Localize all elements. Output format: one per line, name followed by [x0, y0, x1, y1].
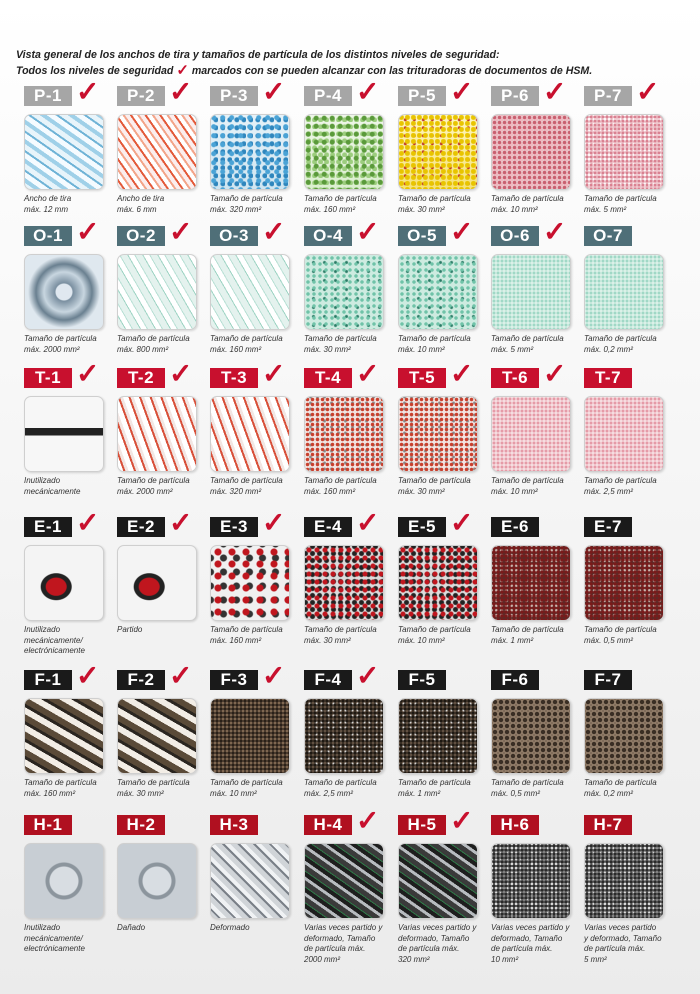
level-caption: Varias veces partido y deformado, Tamaño de partícula máx. 2000 mm²: [304, 923, 383, 964]
checkmark-icon: ✓: [356, 805, 380, 836]
level-badge: H-1: [24, 815, 72, 835]
shred-sample-image: [491, 114, 571, 190]
level-badge: F-1: [24, 670, 72, 690]
level-badge: H-4: [304, 815, 352, 835]
level-caption: Tamaño de partícula máx. 10 mm²: [491, 476, 564, 496]
shred-sample-image: [210, 114, 290, 190]
checkmark-icon: ✓: [636, 76, 660, 107]
level-badge: E-4: [304, 517, 352, 537]
level-caption: Tamaño de partícula máx. 0,5 mm²: [584, 625, 657, 645]
shred-sample-image: [584, 114, 664, 190]
shred-sample-image: [491, 254, 571, 330]
checkmark-icon: ✓: [450, 216, 474, 247]
shred-sample-image: [210, 698, 290, 774]
level-caption: Tamaño de partícula máx. 10 mm²: [210, 778, 283, 798]
level-caption: Tamaño de partícula máx. 2000 mm²: [117, 476, 190, 496]
level-caption: Tamaño de partícula máx. 320 mm²: [210, 476, 283, 496]
level-caption: Dañado: [117, 923, 146, 932]
level-caption: Varias veces partido y deformado, Tamaño de partícula máx. 320 mm²: [398, 923, 477, 964]
level-caption: Tamaño de partícula máx. 160 mm²: [210, 625, 283, 645]
shred-sample-image: [584, 254, 664, 330]
shred-sample-image: [24, 254, 104, 330]
shred-sample-image: [584, 698, 664, 774]
level-badge: F-5: [398, 670, 446, 690]
level-badge: O-5: [398, 226, 446, 246]
level-caption: Tamaño de partícula máx. 1 mm²: [398, 778, 471, 798]
level-caption: Tamaño de partícula máx. 10 mm²: [398, 334, 471, 354]
checkmark-icon: ✓: [169, 76, 193, 107]
shred-sample-image: [398, 843, 478, 919]
shred-sample-image: [117, 698, 197, 774]
shred-sample-image: [398, 254, 478, 330]
shred-sample-image: [24, 114, 104, 190]
shred-sample-image: [117, 545, 197, 621]
level-badge: H-2: [117, 815, 165, 835]
header-line-2-after: marcados con se pueden alcanzar con las trituradoras de documentos de HSM.: [191, 65, 593, 77]
shred-sample-image: [398, 396, 478, 472]
level-caption: Tamaño de partícula máx. 10 mm²: [491, 194, 564, 214]
shred-sample-image: [491, 698, 571, 774]
level-badge: E-2: [117, 517, 165, 537]
checkmark-icon: ✓: [76, 358, 100, 389]
level-badge: P-7: [584, 86, 632, 106]
level-caption: Varias veces partido y deformado, Tamaño de partícula máx. 10 mm²: [491, 923, 570, 964]
level-caption: Partido: [117, 625, 143, 634]
level-badge: F-4: [304, 670, 352, 690]
shred-sample-image: [117, 114, 197, 190]
level-caption: Tamaño de partícula máx. 0,2 mm²: [584, 334, 657, 354]
shred-sample-image: [24, 843, 104, 919]
level-badge: P-5: [398, 86, 446, 106]
level-caption: Tamaño de partícula máx. 2000 mm²: [24, 334, 97, 354]
level-caption: Tamaño de partícula máx. 160 mm²: [24, 778, 97, 798]
checkmark-icon: ✓: [76, 660, 100, 691]
checkmark-icon: ✓: [450, 76, 474, 107]
level-badge: P-2: [117, 86, 165, 106]
level-badge: T-2: [117, 368, 165, 388]
shred-sample-image: [210, 396, 290, 472]
checkmark-icon: ✓: [76, 507, 100, 538]
shred-sample-image: [584, 843, 664, 919]
level-caption: Ancho de tira máx. 12 mm: [24, 194, 72, 214]
checkmark-icon: ✓: [262, 660, 286, 691]
shred-sample-image: [210, 843, 290, 919]
level-caption: Tamaño de partícula máx. 5 mm²: [584, 194, 657, 214]
shred-sample-image: [398, 545, 478, 621]
level-caption: Tamaño de partícula máx. 30 mm²: [398, 476, 471, 496]
checkmark-icon: ✓: [356, 660, 380, 691]
shred-sample-image: [304, 396, 384, 472]
level-badge: P-1: [24, 86, 72, 106]
level-caption: Tamaño de partícula máx. 5 mm²: [491, 334, 564, 354]
level-badge: E-3: [210, 517, 258, 537]
checkmark-icon: ✓: [356, 507, 380, 538]
level-caption: Tamaño de partícula máx. 1 mm²: [491, 625, 564, 645]
checkmark-icon: ✓: [169, 216, 193, 247]
level-caption: Tamaño de partícula máx. 2,5 mm²: [304, 778, 377, 798]
level-badge: F-2: [117, 670, 165, 690]
level-badge: H-7: [584, 815, 632, 835]
checkmark-icon: ✓: [450, 358, 474, 389]
shred-sample-image: [584, 396, 664, 472]
level-badge: O-2: [117, 226, 165, 246]
shred-sample-image: [304, 254, 384, 330]
level-caption: Inutilizado mecánicamente/ electrónicamente: [24, 923, 85, 953]
shred-sample-image: [491, 396, 571, 472]
shred-sample-image: [398, 114, 478, 190]
level-caption: Inutilizado mecánicamente/ electrónicamente: [24, 625, 85, 655]
level-badge: O-3: [210, 226, 258, 246]
level-caption: Tamaño de partícula máx. 160 mm²: [210, 334, 283, 354]
checkmark-icon: ✓: [450, 805, 474, 836]
checkmark-icon: ✓: [543, 358, 567, 389]
checkmark-icon: ✓: [76, 76, 100, 107]
level-badge: E-6: [491, 517, 539, 537]
level-badge: T-7: [584, 368, 632, 388]
level-badge: E-5: [398, 517, 446, 537]
level-badge: O-6: [491, 226, 539, 246]
level-caption: Tamaño de partícula máx. 30 mm²: [117, 778, 190, 798]
checkmark-icon: ✓: [543, 76, 567, 107]
shred-sample-image: [24, 396, 104, 472]
level-caption: Ancho de tira máx. 6 mm: [117, 194, 165, 214]
level-badge: E-7: [584, 517, 632, 537]
level-caption: Tamaño de partícula máx. 0,5 mm²: [491, 778, 564, 798]
checkmark-icon: ✓: [176, 62, 189, 79]
checkmark-icon: ✓: [356, 216, 380, 247]
checkmark-icon: ✓: [262, 76, 286, 107]
shred-sample-image: [117, 396, 197, 472]
shred-sample-image: [24, 698, 104, 774]
level-badge: T-1: [24, 368, 72, 388]
header-line-2-before: Todos los niveles de seguridad: [16, 65, 174, 77]
level-badge: H-5: [398, 815, 446, 835]
shred-sample-image: [210, 545, 290, 621]
level-badge: T-6: [491, 368, 539, 388]
header-line-1: Vista general de los anchos de tira y tamaños de partícula de los distintos niveles de seguridad:: [16, 49, 500, 61]
shred-sample-image: [398, 698, 478, 774]
level-badge: P-3: [210, 86, 258, 106]
shred-sample-image: [117, 254, 197, 330]
level-badge: T-4: [304, 368, 352, 388]
level-badge: F-6: [491, 670, 539, 690]
shred-sample-image: [304, 545, 384, 621]
shred-sample-image: [117, 843, 197, 919]
shred-sample-image: [584, 545, 664, 621]
level-caption: Tamaño de partícula máx. 30 mm²: [398, 194, 471, 214]
level-caption: Deformado: [210, 923, 250, 932]
level-caption: Tamaño de partícula máx. 800 mm²: [117, 334, 190, 354]
shred-sample-image: [491, 545, 571, 621]
level-caption: Varias veces partido y deformado, Tamaño de partícula máx. 5 mm²: [584, 923, 662, 964]
level-caption: Tamaño de partícula máx. 320 mm²: [210, 194, 283, 214]
level-badge: F-3: [210, 670, 258, 690]
checkmark-icon: ✓: [169, 660, 193, 691]
checkmark-icon: ✓: [262, 216, 286, 247]
checkmark-icon: ✓: [262, 507, 286, 538]
level-badge: H-3: [210, 815, 258, 835]
checkmark-icon: ✓: [262, 358, 286, 389]
level-caption: Tamaño de partícula máx. 0,2 mm²: [584, 778, 657, 798]
level-badge: O-4: [304, 226, 352, 246]
level-badge: O-1: [24, 226, 72, 246]
level-badge: P-6: [491, 86, 539, 106]
shred-sample-image: [304, 843, 384, 919]
checkmark-icon: ✓: [169, 358, 193, 389]
level-badge: F-7: [584, 670, 632, 690]
level-badge: T-3: [210, 368, 258, 388]
level-caption: Tamaño de partícula máx. 160 mm²: [304, 194, 377, 214]
shred-sample-image: [304, 114, 384, 190]
level-badge: P-4: [304, 86, 352, 106]
level-badge: E-1: [24, 517, 72, 537]
checkmark-icon: ✓: [356, 76, 380, 107]
level-caption: Tamaño de partícula máx. 160 mm²: [304, 476, 377, 496]
level-caption: Tamaño de partícula máx. 30 mm²: [304, 625, 377, 645]
level-badge: T-5: [398, 368, 446, 388]
shred-sample-image: [210, 254, 290, 330]
checkmark-icon: ✓: [356, 358, 380, 389]
level-badge: O-7: [584, 226, 632, 246]
level-caption: Tamaño de partícula máx. 2,5 mm²: [584, 476, 657, 496]
shred-sample-image: [491, 843, 571, 919]
level-caption: Tamaño de partícula máx. 10 mm²: [398, 625, 471, 645]
shred-sample-image: [24, 545, 104, 621]
checkmark-icon: ✓: [450, 507, 474, 538]
shred-sample-image: [304, 698, 384, 774]
level-caption: Tamaño de partícula máx. 30 mm²: [304, 334, 377, 354]
checkmark-icon: ✓: [169, 507, 193, 538]
level-caption: Inutilizado mecánicamente: [24, 476, 81, 496]
level-badge: H-6: [491, 815, 539, 835]
checkmark-icon: ✓: [76, 216, 100, 247]
checkmark-icon: ✓: [543, 216, 567, 247]
